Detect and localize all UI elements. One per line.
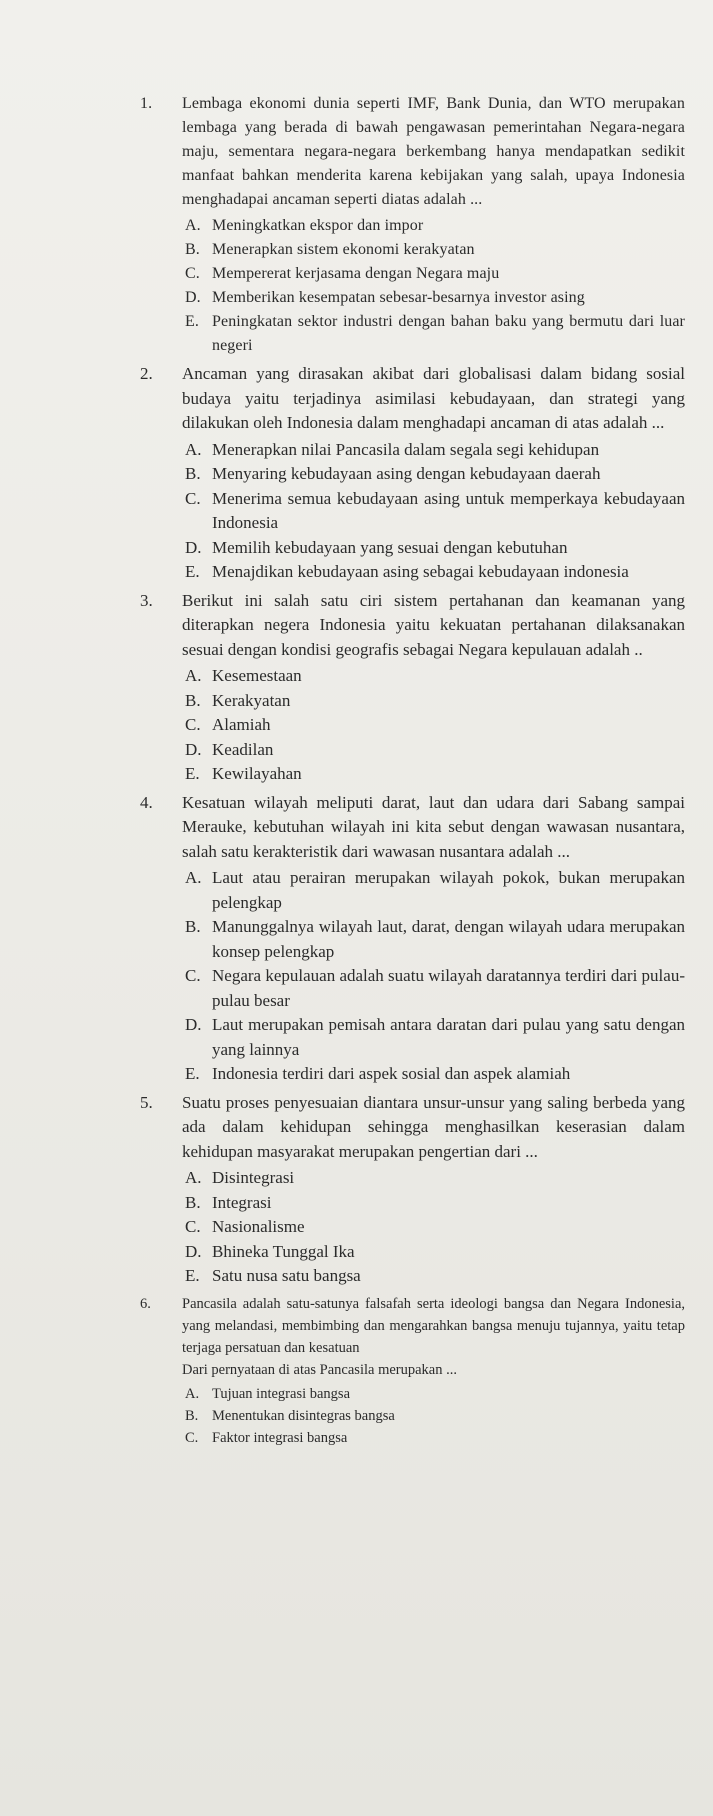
option-d	[182, 286, 685, 310]
option-c	[182, 1215, 685, 1240]
option-b	[182, 1405, 685, 1427]
option-text: Laut atau perairan merupakan wilayah pokok, bukan merupakan pelengkap	[212, 868, 685, 912]
option-letter: C.	[185, 1429, 199, 1446]
option-e	[182, 1062, 685, 1087]
option-text: Memilih kebudayaan yang sesuai dengan kebutuhan	[212, 537, 568, 557]
question-3	[0, 589, 713, 787]
option-letter: A.	[185, 217, 201, 234]
option-letter: C.	[185, 715, 201, 734]
option-text: Menerima semua kebudayaan asing untuk memperkaya kebudayaan Indonesia	[212, 488, 685, 532]
option-letter: E.	[185, 1266, 200, 1285]
question-number: 3.	[140, 590, 153, 610]
option-a	[182, 214, 685, 238]
option-text: Integrasi	[212, 1192, 272, 1212]
option-letter: A.	[185, 868, 202, 887]
option-list	[182, 438, 685, 585]
option-text: Kewilayahan	[212, 764, 302, 783]
option-letter: D.	[185, 537, 202, 557]
option-e	[182, 560, 685, 585]
option-list	[182, 1166, 685, 1289]
question-4	[0, 791, 713, 1087]
option-text: Peningkatan sektor industri dengan bahan baku yang bermutu dari luar negeri	[212, 313, 685, 354]
option-list	[182, 664, 685, 787]
question-5	[0, 1091, 713, 1289]
option-text: Manunggalnya wilayah laut, darat, dengan wilayah udara merupakan konsep pelengkap	[212, 917, 685, 961]
option-e	[182, 310, 685, 358]
question-6	[0, 1293, 713, 1449]
question-number: 1.	[140, 95, 153, 112]
option-b	[182, 1191, 685, 1216]
option-d	[182, 738, 685, 763]
option-a	[182, 1166, 685, 1191]
option-text: Memberikan kesempatan sebesar-besarnya investor asing	[212, 289, 585, 306]
option-letter: E.	[185, 313, 199, 330]
question-text: Kesatuan wilayah meliputi darat, laut dan udara dari Sabang sampai Merauke, kebutuhan wilayah ini kita sebut dengan wawasan nusantara, salah satu kerakteristik dari wawasan nusantara adalah ...	[182, 792, 685, 861]
question-1	[0, 92, 713, 358]
option-letter: D.	[185, 1015, 202, 1034]
option-d	[182, 536, 685, 561]
option-text: Indonesia terdiri dari aspek sosial dan aspek alamiah	[212, 1064, 571, 1083]
option-list	[182, 866, 685, 1087]
option-letter: B.	[185, 1192, 201, 1212]
option-text: Menyaring kebudayaan asing dengan kebudayaan daerah	[212, 464, 601, 483]
question-text: Pancasila adalah satu-satunya falsafah serta ideologi bangsa dan Negara Indonesia, yang melandasi, membimbing dan mengarahkan bangsa menuju tujannya, yaitu tetap terjaga persatuan dan kesatuan	[182, 1295, 685, 1356]
option-text: Satu nusa satu bangsa	[212, 1266, 361, 1285]
option-text: Laut merupakan pemisah antara daratan dari pulau yang satu dengan yang lainnya	[212, 1015, 685, 1059]
option-letter: B.	[185, 690, 201, 710]
option-b	[182, 689, 685, 714]
option-list	[182, 1383, 685, 1449]
question-prompt: Dari pernyataan di atas Pancasila merupakan ...	[182, 1361, 457, 1378]
option-text: Menerapkan nilai Pancasila dalam segala segi kehidupan	[212, 439, 600, 459]
option-d	[182, 1240, 685, 1265]
option-c	[182, 1427, 685, 1449]
question-text: Suatu proses penyesuaian diantara unsur-unsur yang saling berbeda yang ada dalam kehidupan sehingga menghasilkan keserasian dalam kehidupan masyarakat merupakan pengertian dari ...	[182, 1092, 685, 1161]
option-text: Keadilan	[212, 739, 274, 759]
question-2	[0, 362, 713, 585]
option-d	[182, 1013, 685, 1062]
question-number: 2.	[140, 364, 153, 383]
question-number: 6.	[140, 1295, 151, 1312]
option-text: Bhineka Tunggal Ika	[212, 1241, 355, 1261]
option-text: Meningkatkan ekspor dan impor	[212, 217, 424, 234]
question-number: 5.	[140, 1092, 153, 1112]
option-letter: C.	[185, 966, 201, 985]
question-text: Ancaman yang dirasakan akibat dari globalisasi dalam bidang sosial budaya yaitu terjadinya asimilasi kebudayaan, dan strategi yang dilakukan oleh Indonesia dalam menghadapi ancaman di atas adalah ...	[182, 364, 685, 432]
option-text: Alamiah	[212, 715, 271, 734]
option-letter: C.	[185, 1217, 201, 1236]
question-text: Berikut ini salah satu ciri sistem pertahanan dan keamanan yang diterapkan negera Indonesia yaitu kekuatan pertahanan dilaksanakan sesuai dengan kondisi geografis sebagai Negara kepulauan adalah ..	[182, 590, 685, 659]
option-letter: C.	[185, 488, 201, 508]
option-text: Faktor integrasi bangsa	[212, 1429, 348, 1446]
option-letter: D.	[185, 1241, 202, 1261]
option-letter: E.	[185, 764, 200, 783]
option-text: Disintegrasi	[212, 1168, 295, 1187]
option-text: Menerapkan sistem ekonomi kerakyatan	[212, 241, 475, 258]
option-letter: B.	[185, 917, 201, 936]
option-list	[182, 214, 685, 358]
option-letter: C.	[185, 265, 200, 282]
option-text: Nasionalisme	[212, 1217, 305, 1236]
option-b	[182, 238, 685, 262]
option-letter: A.	[185, 1168, 202, 1187]
option-text: Menentukan disintegras bangsa	[212, 1407, 395, 1424]
option-letter: B.	[185, 464, 201, 483]
option-b	[182, 462, 685, 487]
option-text: Tujuan integrasi bangsa	[212, 1385, 351, 1402]
option-c	[182, 964, 685, 1013]
option-text: Menajdikan kebudayaan asing sebagai kebudayaan indonesia	[212, 562, 629, 581]
option-letter: D.	[185, 289, 201, 306]
option-letter: E.	[185, 1064, 200, 1083]
option-letter: A.	[185, 666, 202, 685]
option-letter: E.	[185, 562, 200, 581]
question-number: 4.	[140, 792, 153, 812]
option-b	[182, 915, 685, 964]
option-text: Kesemestaan	[212, 666, 302, 685]
option-letter: D.	[185, 739, 202, 759]
question-list	[0, 92, 713, 1453]
option-letter: A.	[185, 439, 202, 459]
question-text: Lembaga ekonomi dunia seperti IMF, Bank Dunia, dan WTO merupakan lembaga yang berada di bawah pengawasan pemerintahan Negara-negara maju, sementara negara-negara berkembang hanya mendapatkan sedikit manfaat bahkan menderita karena kebijakan yang salah, upaya Indonesia menghadapai ancaman seperti diatas adalah ...	[182, 95, 685, 208]
option-a	[182, 664, 685, 689]
option-text: Kerakyatan	[212, 690, 291, 710]
option-c	[182, 713, 685, 738]
option-letter: B.	[185, 1407, 199, 1424]
option-text: Mempererat kerjasama dengan Negara maju	[212, 265, 500, 282]
option-a	[182, 866, 685, 915]
option-e	[182, 1264, 685, 1289]
option-a	[182, 1383, 685, 1405]
option-letter: A.	[185, 1385, 200, 1402]
option-letter: B.	[185, 241, 200, 258]
option-c	[182, 262, 685, 286]
option-a	[182, 438, 685, 463]
option-c	[182, 487, 685, 536]
option-text: Negara kepulauan adalah suatu wilayah daratannya terdiri dari pulau-pulau besar	[212, 966, 685, 1010]
option-e	[182, 762, 685, 787]
